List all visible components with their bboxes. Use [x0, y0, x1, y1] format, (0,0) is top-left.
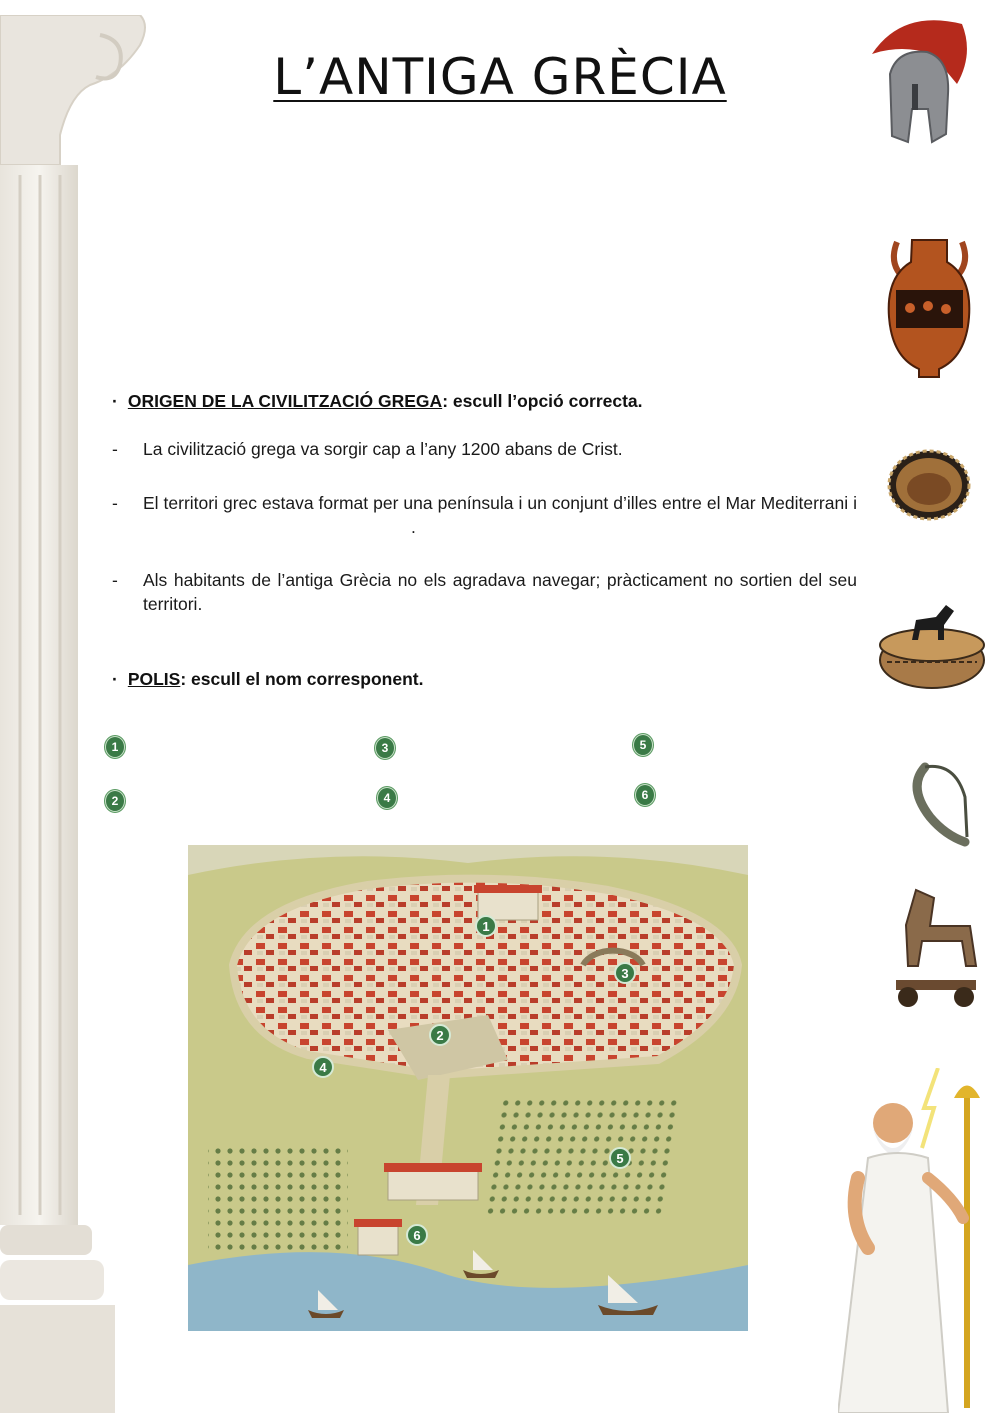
statement-2-text-after: . [411, 517, 416, 537]
helmet-icon [862, 14, 977, 154]
statement-1[interactable] [112, 437, 857, 463]
statement-2-text-before: El territori grec estava format per una península i un conjunt d’illes entre el Mar Mediterrani i [143, 493, 857, 513]
amphora-icon [882, 232, 977, 380]
section-polis-heading [112, 669, 423, 690]
trojan-horse-icon [886, 885, 986, 1017]
map-label-3: 3 [621, 966, 629, 981]
marker-1: 1 [105, 736, 125, 758]
map-label-1: 1 [482, 919, 490, 934]
bullet-dot: · [112, 391, 118, 411]
statement-1-text: La civilització grega va sorgir cap a l’any 1200 abans de Crist. [143, 439, 623, 459]
section-polis-instruction: : escull el nom corresponent. [180, 669, 424, 689]
page-title: L’ANTIGA GRÈCIA [273, 48, 727, 106]
horse-lid-box-icon [877, 600, 987, 692]
answer-slot-6[interactable] [660, 780, 850, 808]
bowl-icon [886, 447, 972, 527]
section-origin-heading [112, 391, 643, 412]
dash: - [112, 493, 118, 513]
greek-column-decoration [0, 15, 150, 1413]
marker-3: 3 [375, 737, 395, 759]
statement-3-text: Als habitants de l’antiga Grècia no els agradava navegar; pràcticament no sortien del seu territori. [143, 570, 857, 614]
answer-slot-2[interactable] [130, 786, 360, 814]
fibula-icon [905, 757, 975, 847]
polis-illustration [188, 845, 748, 1331]
statement-2-text [143, 491, 857, 539]
zeus-icon [838, 1068, 988, 1413]
statement-3[interactable] [112, 568, 857, 618]
answer-slot-4[interactable] [400, 783, 620, 811]
section-polis-title: POLIS [127, 669, 181, 689]
marker-4: 4 [377, 787, 397, 809]
map-label-4: 4 [319, 1060, 327, 1075]
map-label-6: 6 [413, 1228, 421, 1243]
map-label-2: 2 [436, 1028, 444, 1043]
section-origin-instruction: : escull l’opció correcta. [442, 391, 643, 411]
marker-2: 2 [105, 790, 125, 812]
dash: - [112, 439, 118, 459]
marker-5: 5 [633, 734, 653, 756]
answer-slot-3[interactable] [400, 733, 620, 761]
dash: - [112, 570, 118, 590]
bullet-dot: · [112, 669, 118, 689]
marker-6: 6 [635, 784, 655, 806]
statement-2[interactable] [112, 491, 857, 541]
answer-slot-5[interactable] [660, 730, 850, 758]
map-label-5: 5 [616, 1151, 624, 1166]
answer-slot-1[interactable] [130, 732, 360, 760]
section-origin-title: ORIGEN DE LA CIVILITZACIÓ GREGA [127, 391, 443, 411]
